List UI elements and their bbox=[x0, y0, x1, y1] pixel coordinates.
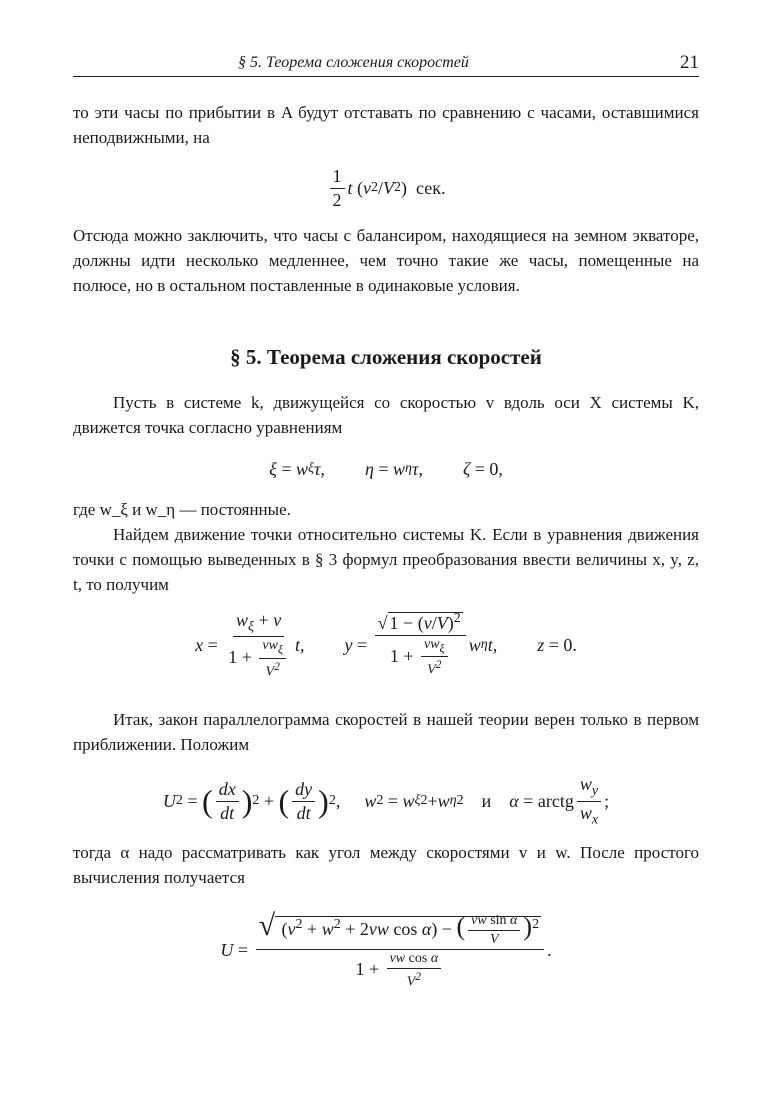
paragraph-7: тогда α надо рассматривать как угол между скоростями v и w. После простого вычисления получается bbox=[73, 843, 699, 887]
paragraph-1: то эти часы по прибытии в A будут отставать по сравнению с часами, оставшимися неподвижными, на bbox=[73, 103, 699, 147]
equation-time-lag: $\frac{1}{2}$ t ( v 2 / V 2 ) сек. bbox=[73, 163, 699, 213]
paragraph-4: где w_ξ и w_η — постоянные. bbox=[73, 500, 291, 519]
running-header bbox=[73, 52, 699, 77]
page-number: 21 bbox=[680, 52, 699, 73]
equation-velocity-addition: U = √ ($v^2 + w^2 + 2vw$ cos α) − ( $\frac{\text{vw sin α}}{V}$ )$^2$ 1 + $\frac{\text{vw cos α}}{V^2}$ . bbox=[220, 908, 552, 991]
equation-unit: сек. bbox=[416, 177, 446, 198]
equation-definitions: U 2 = ( $\frac{dx}{dt}$ ) 2 + ( $\frac{dy}{dt}$ ) 2 , w 2 = w ξ 2 + w η 2 и α = arctg $\frac{w_y}{w_x}$ ; bbox=[162, 773, 610, 828]
paragraph-3: Пусть в системе k, движущейся со скоростью v вдоль оси X системы K, движется точка согласно уравнениям bbox=[73, 393, 699, 437]
page bbox=[73, 0, 699, 1100]
equation-motion-K: x = $w_\xi + v$ 1 + $\frac{vw_\xi}{V^2}$ t, y = √ $1 - (v/V)^2$ 1 + $\frac{vw_\xi}{V^2}$ w η t, z = 0. bbox=[195, 609, 577, 680]
paragraph-5: Найдем движение точки относительно системы K. Если в уравнения движения точки с помощью выведенных в § 3 формул преобразования ввести величины x, y, z, t, то получим bbox=[73, 525, 699, 594]
paragraph-6: Итак, закон параллелограмма скоростей в нашей теории верен только в первом приближении. Положим bbox=[73, 710, 699, 754]
equation-motion-k: ξ = w ξ τ, η = w η τ, ζ = 0, bbox=[269, 458, 503, 479]
equation-conjunction: и bbox=[481, 790, 492, 811]
section-heading: § 5. Теорема сложения скоростей bbox=[230, 345, 542, 369]
running-header-title: § 5. Теорема сложения скоростей bbox=[238, 54, 469, 71]
paragraph-2: Отсюда можно заключить, что часы с балансиром, находящиеся на земном экваторе, должны идти несколько медленнее, чем точно такие же часы, помещенные на полюсе, но в остальном поставленные в одинаковые условия. bbox=[73, 226, 699, 295]
equation-arctg: arctg bbox=[537, 790, 574, 811]
